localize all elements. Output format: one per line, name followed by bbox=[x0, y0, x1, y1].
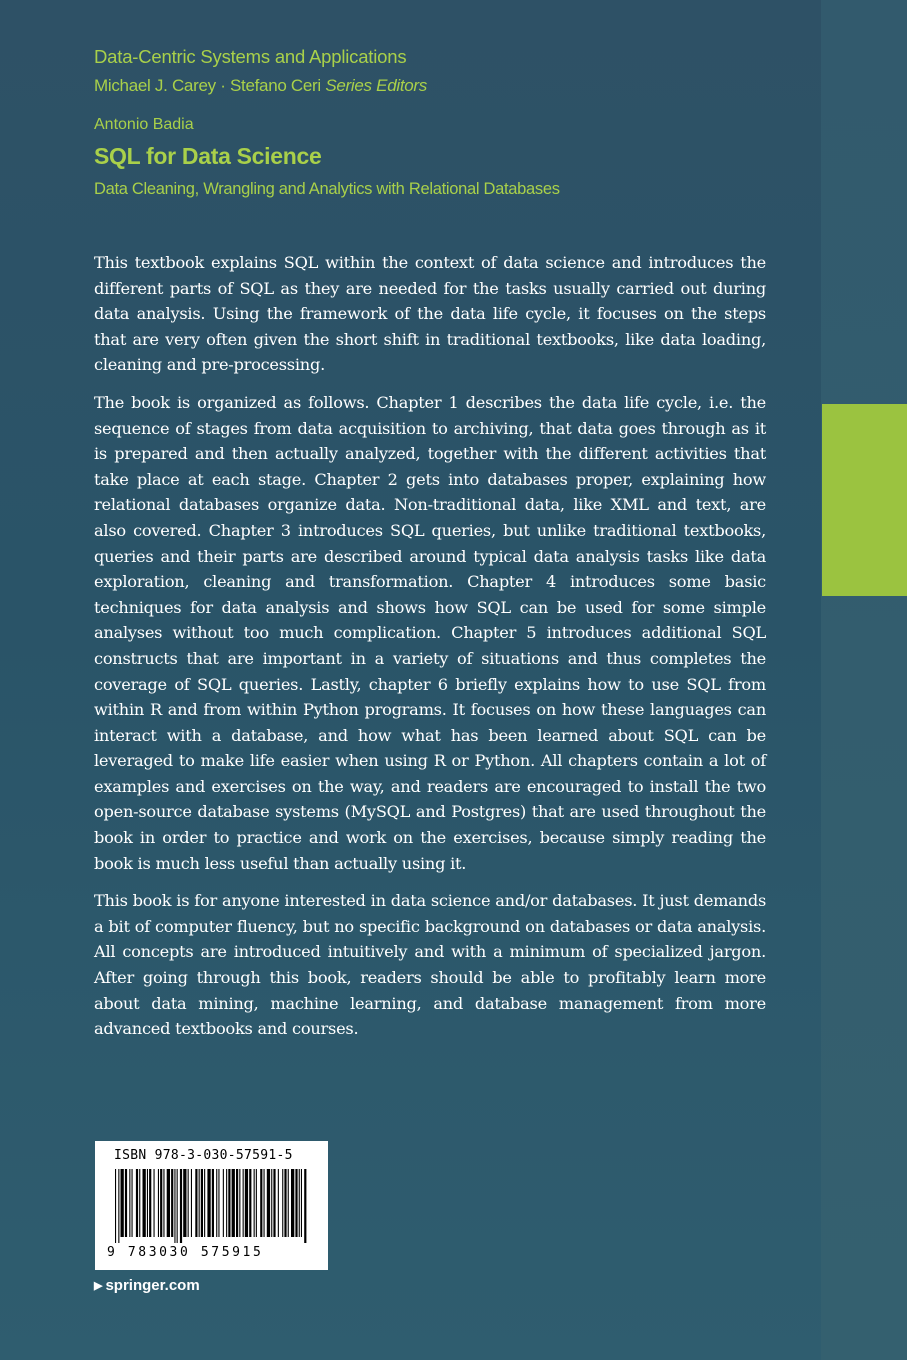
isbn-label: ISBN 978-3-030-57591-5 bbox=[114, 1148, 293, 1163]
publisher-url: springer.com bbox=[105, 1277, 200, 1294]
arrow-right-icon: ▶ bbox=[94, 1280, 103, 1292]
series-name: Data-Centric Systems and Applications bbox=[94, 46, 407, 67]
publisher-link[interactable] bbox=[94, 1277, 200, 1294]
series-editors bbox=[94, 76, 427, 96]
book-description bbox=[94, 250, 766, 1054]
description-paragraph-3: This book is for anyone interested in data science and/or databases. It just demands a bit of computer fluency, but no specific background on databases or data analysis. All concepts are introduced intuitively and with a minimum of specialized jargon. After going through this book, readers should be able to profitably learn more about data mining, machine learning, and database management from more advanced textbooks and courses. bbox=[94, 891, 766, 1039]
cover-spine-edge bbox=[821, 0, 907, 1360]
series-editors-names: Michael J. Carey · Stefano Ceri bbox=[94, 76, 321, 95]
green-edge-tab bbox=[822, 404, 907, 596]
description-paragraph-1: This textbook explains SQL within the context of data science and introduces the different parts of SQL as they are needed for the tasks usually carried out during data analysis. Using the framework of the data life cycle, it focuses on the steps that are very often given the short shift in traditional textbooks, like data loading, cleaning and pre-processing. bbox=[94, 253, 766, 375]
book-title: SQL for Data Science bbox=[94, 143, 322, 169]
barcode-digits: 9 783030 575915 bbox=[107, 1245, 264, 1260]
isbn-barcode bbox=[95, 1141, 328, 1270]
book-author: Antonio Badia bbox=[94, 116, 194, 133]
barcode-bars-icon bbox=[113, 1169, 309, 1243]
book-subtitle: Data Cleaning, Wrangling and Analytics with Relational Databases bbox=[94, 180, 560, 198]
series-editors-role: Series Editors bbox=[325, 76, 427, 95]
description-paragraph-2: The book is organized as follows. Chapter 1 describes the data life cycle, i.e. the sequence of stages from data acquisition to archiving, that data goes through as it is prepared and then actually analyzed, together with the different activities that take place at each stage. Chapter 2 gets into databases proper, explaining how relational databases organize data. Non-traditional data, like XML and text, are also covered. Chapter 3 introduces SQL queries, but unlike traditional textbooks, queries and their parts are described around typical data analysis tasks like data exploration, cleaning and transformation. Chapter 4 introduces some basic techniques for data analysis and shows how SQL can be used for some simple analyses without too much complication. Chapter 5 introduces additional SQL constructs that are important in a variety of situations and thus completes the coverage of SQL queries. Lastly, chapter 6 briefly explains how to use SQL from within R and from within Python programs. It focuses on how these languages can interact with a database, and how what has been learned about SQL can be leveraged to make life easier when using R or Python. All chapters contain a lot of examples and exercises on the way, and readers are encouraged to install the two open-source database systems (MySQL and Postgres) that are used throughout the book in order to practice and work on the exercises, because simply reading the book is much less useful than actually using it. bbox=[94, 392, 766, 873]
